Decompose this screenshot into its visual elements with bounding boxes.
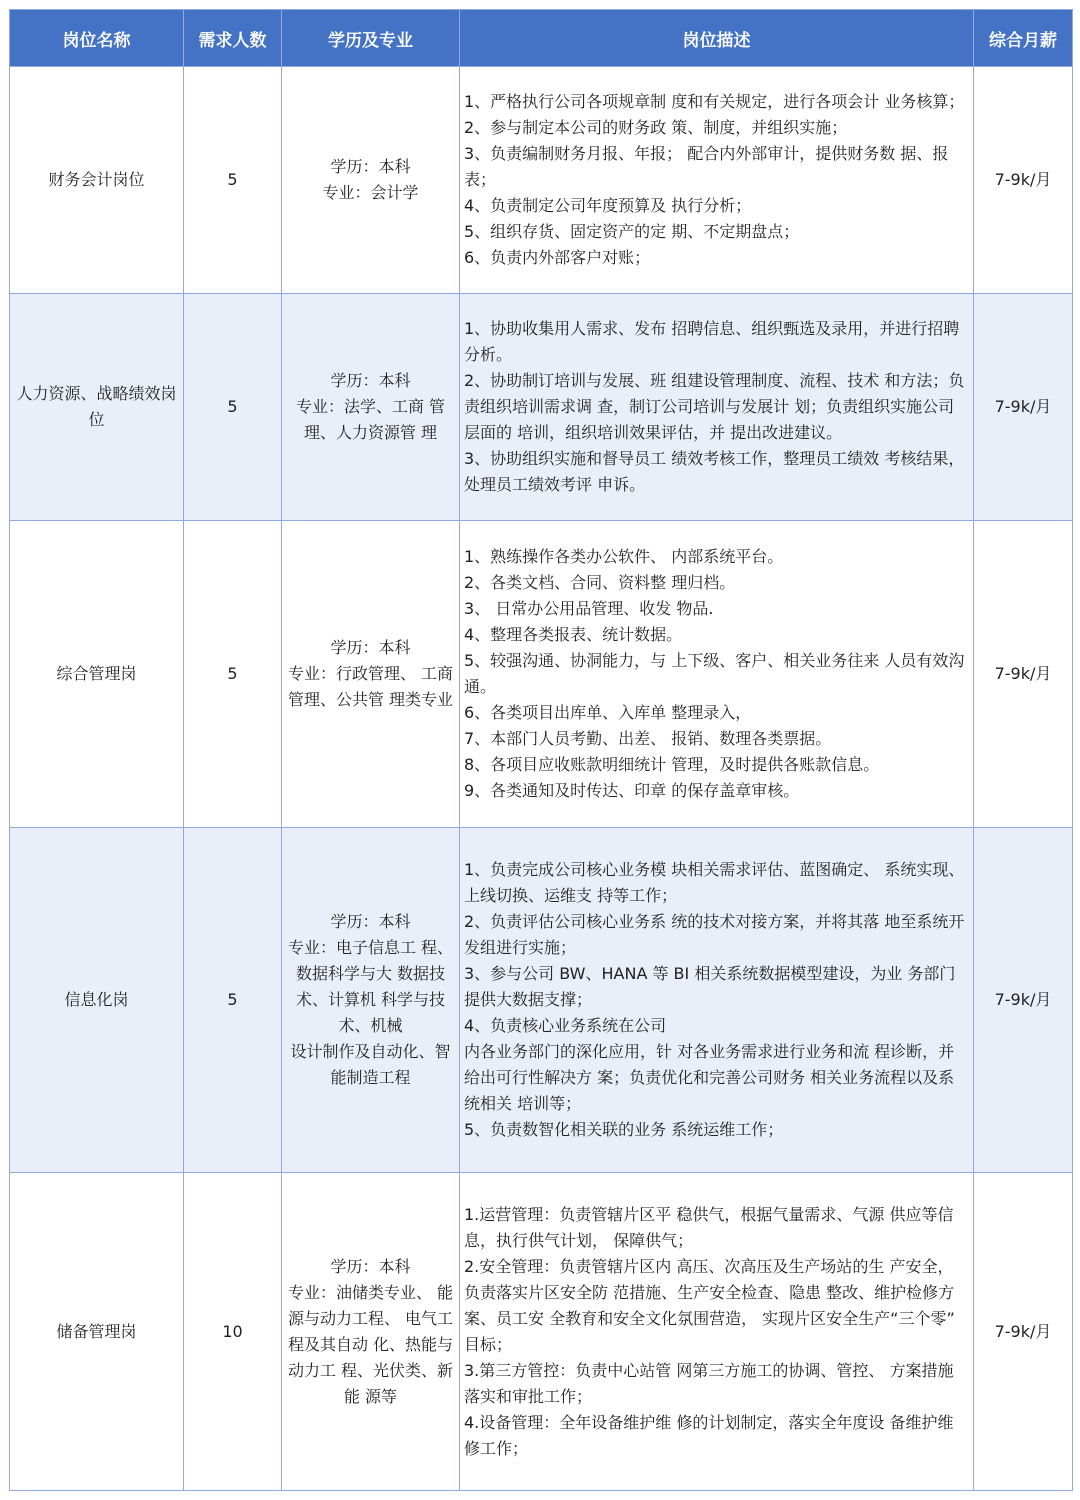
edu-line: 学历：本科	[330, 912, 411, 931]
edu-line: 学历：本科	[330, 638, 411, 657]
header-headcount: 需求人数	[184, 10, 282, 67]
desc-item: 2、协助制订培训与发展、班 组建设管理制度、流程、技术 和方法；负责组织培训需求调 查，制订公司培训与发展计 划；负责组织实施公司层面的 培训，组织培训效果评估，并 提出改进建议。	[464, 371, 965, 442]
cell-position-name: 人力资源、战略绩效岗位	[10, 294, 184, 521]
desc-item: 1、严格执行公司各项规章制 度和有关规定，进行各项会计 业务核算；	[464, 92, 965, 111]
job-table	[9, 9, 1073, 1491]
table-row	[10, 1173, 1073, 1491]
cell-job-description	[460, 1173, 974, 1491]
desc-item: 7、本部门人员考勤、出差、 报销、数理各类票据。	[464, 729, 832, 748]
header-monthly-salary: 综合月薪	[974, 10, 1073, 67]
cell-position-name: 储备管理岗	[10, 1173, 184, 1491]
cell-education-major	[282, 521, 460, 828]
cell-monthly-salary: 7-9k/月	[974, 1173, 1073, 1491]
desc-item: 5、组织存货、固定资产的定 期、不定期盘点；	[464, 222, 800, 241]
desc-item: 8、各项目应收账款明细统计 管理，及时提供各账款信息。	[464, 755, 880, 774]
desc-item: 4、负责制定公司年度预算及 执行分析；	[464, 196, 752, 215]
desc-item: 2、参与制定本公司的财务政 策、制度，并组织实施；	[464, 118, 848, 137]
desc-item: 5、较强沟通、协洞能力，与 上下级、客户、相关业务往来 人员有效沟通。	[464, 651, 965, 696]
cell-job-description	[460, 294, 974, 521]
desc-item: 6、各类项目出库单、入库单 整理录入，	[464, 703, 752, 722]
cell-headcount: 5	[184, 828, 282, 1173]
desc-item: 9、各类通知及时传达、印章 的保存盖章审核。	[464, 781, 800, 800]
desc-item: 2、负责评估公司核心业务系 统的技术对接方案，并将其落 地至系统开发组进行实施；	[464, 912, 965, 957]
desc-item: 1、负责完成公司核心业务模 块相关需求评估、蓝图确定、 系统实现、上线切换、运维支 持等工作；	[464, 860, 965, 905]
header-position-name: 岗位名称	[10, 10, 184, 67]
cell-monthly-salary: 7-9k/月	[974, 294, 1073, 521]
cell-monthly-salary: 7-9k/月	[974, 67, 1073, 294]
edu-line: 学历：本科	[330, 1256, 411, 1276]
cell-position-name: 财务会计岗位	[10, 67, 184, 294]
edu-line: 专业：油储类专业、 能源与动力工程、 电气工程及其自动 化、热能与动力工 程、光伏类、新能 源等	[287, 1282, 454, 1406]
desc-item: 3、参与公司 BW、HANA 等 BI 相关系统数据模型建设，为业 务部门提供大数据支撑；	[464, 964, 956, 1009]
edu-line: 专业：行政管理、 工商管理、公共管 理类专业	[287, 664, 454, 709]
desc-item: 1.运营管理：负责管辖片区平 稳供气，根据气量需求、气源 供应等信息，执行供气计划， 保障供气；	[464, 1204, 954, 1250]
cell-monthly-salary: 7-9k/月	[974, 828, 1073, 1173]
table-row	[10, 521, 1073, 828]
desc-item: 6、负责内外部客户对账；	[464, 248, 651, 267]
header-education-major: 学历及专业	[282, 10, 460, 67]
desc-item: 1、熟练操作各类办公软件、 内部系统平台。	[464, 547, 784, 566]
desc-item: 4、负责核心业务系统在公司	[464, 1016, 667, 1035]
desc-item: 内各业务部门的深化应用，针 对各业务需求进行业务和流 程诊断，并给出可行性解决方 案；负责优化和完善公司财务 相关业务流程以及系统相关 培训等；	[464, 1042, 955, 1113]
desc-item: 3、协助组织实施和督导员工 绩效考核工作，整理员工绩效 考核结果，处理员工绩效考评 申诉。	[464, 449, 965, 494]
desc-item: 4.设备管理：全年设备维护维 修的计划制定，落实全年度设 备维护维修工作；	[464, 1412, 954, 1458]
cell-education-major	[282, 67, 460, 294]
cell-job-description	[460, 521, 974, 828]
edu-line: 专业：会计学	[322, 183, 419, 202]
table-row	[10, 294, 1073, 521]
cell-position-name: 综合管理岗	[10, 521, 184, 828]
desc-item: 2、各类文档、合同、资料整 理归档。	[464, 573, 736, 592]
cell-headcount: 5	[184, 294, 282, 521]
desc-item: 5、负责数智化相关联的业务 系统运维工作；	[464, 1120, 784, 1139]
table-row	[10, 67, 1073, 294]
cell-education-major	[282, 294, 460, 521]
cell-headcount: 5	[184, 67, 282, 294]
desc-item: 2.安全管理：负责管辖片区内 高压、次高压及生产场站的生 产安全，负责落实片区安全防 范措施、生产安全检查、隐患 整改、维护检修方案、员工安 全教育和安全文化氛围营造， 实现片区安全生产“三个零” 目标；	[464, 1256, 955, 1354]
edu-line: 学历：本科	[330, 157, 411, 176]
cell-education-major	[282, 1173, 460, 1491]
edu-line: 专业：法学、工商 管理、人力资源管 理	[295, 397, 446, 442]
table-row	[10, 828, 1073, 1173]
desc-item: 4、整理各类报表、统计数据。	[464, 625, 683, 644]
table-header-row	[10, 10, 1073, 67]
cell-job-description	[460, 67, 974, 294]
desc-item: 3.第三方管控：负责中心站管 网第三方施工的协调、管控、 方案措施落实和审批工作；	[464, 1360, 954, 1406]
desc-item: 3、 日常办公用品管理、收发 物品.	[464, 599, 714, 618]
cell-headcount: 10	[184, 1173, 282, 1491]
cell-monthly-salary: 7-9k/月	[974, 521, 1073, 828]
edu-line: 专业：电子信息工 程、数据科学与大 数据技术、计算机 科学与技术、机械	[287, 938, 454, 1035]
cell-headcount: 5	[184, 521, 282, 828]
desc-item: 1、协助收集用人需求、发布 招聘信息、组织甄选及录用，并进行招聘分析。	[464, 319, 960, 364]
edu-line: 设计制作及自动化、智能制造工程	[290, 1042, 451, 1087]
cell-position-name: 信息化岗	[10, 828, 184, 1173]
cell-education-major	[282, 828, 460, 1173]
job-table-container	[9, 9, 1072, 1491]
edu-line: 学历：本科	[330, 371, 411, 390]
cell-job-description	[460, 828, 974, 1173]
header-job-description: 岗位描述	[460, 10, 974, 67]
desc-item: 3、负责编制财务月报、年报； 配合内外部审计，提供财务数 据、报表；	[464, 144, 949, 189]
